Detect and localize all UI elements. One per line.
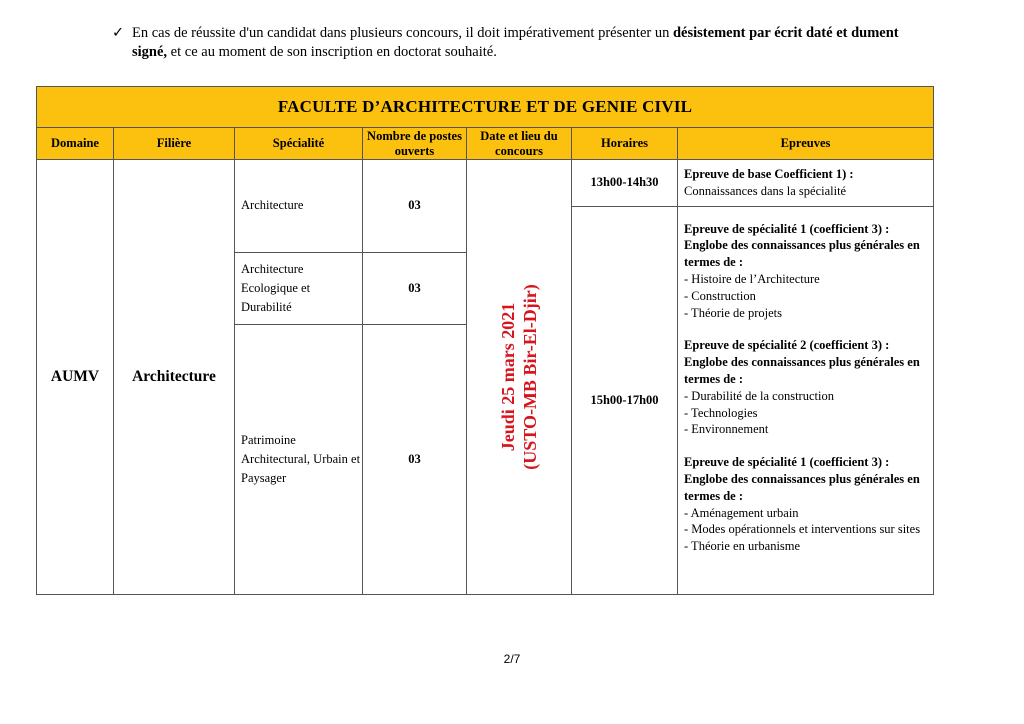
epreuve-group xyxy=(684,454,927,555)
date-text xyxy=(497,284,541,469)
note-part1: En cas de réussite d'un candidat dans plusieurs concours, il doit impérativement présenter un xyxy=(132,25,673,41)
note-part2: et ce au moment de son inscription en doctorat souhaité. xyxy=(167,44,497,60)
epreuve-item: - Aménagement urbain xyxy=(684,505,799,520)
exam-table xyxy=(36,86,934,595)
epreuve-intro: Englobe des connaissances plus générales en termes de : xyxy=(684,471,920,503)
postes-1: 03 xyxy=(363,160,467,253)
epreuve-item: - Histoire de l’Architecture xyxy=(684,271,820,286)
domaine-cell: AUMV xyxy=(37,160,114,595)
instruction-note xyxy=(112,24,912,62)
epreuve-item: - Construction xyxy=(684,288,756,303)
epreuve-base-desc: Connaissances dans la spécialité xyxy=(684,183,847,198)
check-icon: ✓ xyxy=(112,25,125,41)
date-line1: Jeudi 25 mars 2021 xyxy=(498,302,518,452)
specialite-3: Patrimoine Architectural, Urbain et Paysager xyxy=(235,324,363,594)
date-line2: (USTO-MB Bir-El-Djir) xyxy=(520,284,540,470)
header-postes: Nombre de postes ouverts xyxy=(363,128,467,160)
header-filiere: Filière xyxy=(114,128,235,160)
postes-2: 03 xyxy=(363,252,467,324)
filiere-cell: Architecture xyxy=(114,160,235,595)
epreuve-item: - Environnement xyxy=(684,422,769,437)
header-row xyxy=(37,128,934,160)
specialite-1: Architecture xyxy=(235,160,363,253)
note-bold: désistement par écrit daté et dument signé, xyxy=(132,25,899,60)
epreuve-item: - Théorie en urbanisme xyxy=(684,539,801,554)
epreuve-title: Epreuve de spécialité 1 (coefficient 3) : xyxy=(684,221,890,236)
epreuve-item: - Théorie de projets xyxy=(684,305,782,320)
note-text xyxy=(132,24,912,62)
header-epreuves: Epreuves xyxy=(678,128,934,160)
epreuve-base-title: Epreuve de base Coefficient 1) : xyxy=(684,167,854,181)
epreuve-title: Epreuve de spécialité 2 (coefficient 3) : xyxy=(684,338,890,353)
epreuve-item: - Modes opérationnels et interventions sur sites xyxy=(684,522,921,537)
epreuve-intro: Englobe des connaissances plus générales en termes de : xyxy=(684,355,920,386)
horaire-2: 15h00-17h00 xyxy=(572,206,678,594)
epreuve-group xyxy=(684,337,927,438)
epreuve-title: Epreuve de spécialité 1 (coefficient 3) : xyxy=(684,455,890,470)
date-cell xyxy=(467,160,572,595)
header-horaires: Horaires xyxy=(572,128,678,160)
header-specialite: Spécialité xyxy=(235,128,363,160)
epreuve-intro: Englobe des connaissances plus générales en termes de : xyxy=(684,238,920,270)
epreuve-item: - Technologies xyxy=(684,405,758,420)
epreuve-group xyxy=(684,221,927,322)
header-date: Date et lieu du concours xyxy=(467,128,572,160)
horaire-1: 13h00-14h30 xyxy=(572,160,678,207)
postes-3: 03 xyxy=(363,324,467,594)
faculty-title: FACULTE D’ARCHITECTURE ET DE GENIE CIVIL xyxy=(37,87,934,128)
epreuves-specialite xyxy=(678,206,934,594)
header-domaine: Domaine xyxy=(37,128,114,160)
specialite-2: Architecture Ecologique et Durabilité xyxy=(235,252,363,324)
page-number: 2/7 xyxy=(503,652,521,666)
epreuve-item: - Durabilité de la construction xyxy=(684,388,834,403)
epreuve-base xyxy=(678,160,934,207)
